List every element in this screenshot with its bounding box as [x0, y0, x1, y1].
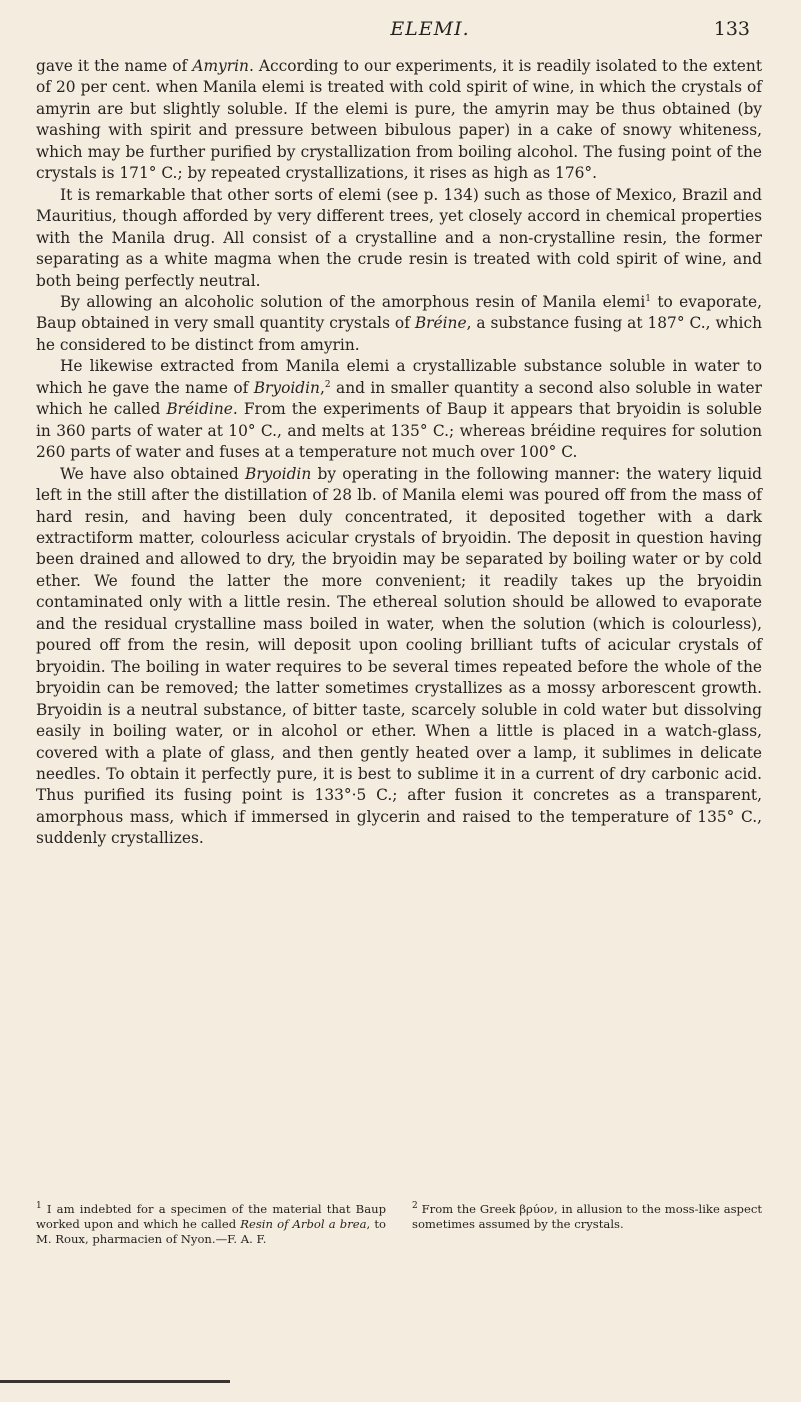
- italic-term: Resin of Arbol a brea: [240, 1217, 367, 1231]
- text-run: He likewise extracted from Manila elemi a crystallizable substance soluble in water to which he gave the name of: [36, 357, 762, 397]
- text-run: , to M. Roux, pharmacien of Nyon.—F. A. F.: [36, 1217, 386, 1246]
- italic-term: Bryoidin: [245, 464, 312, 483]
- text-run: , a substance fusing at 187° C., which he considered to be distinct from amyrin.: [36, 314, 762, 354]
- text-run: It is remarkable that other sorts of elemi (see p. 134) such as those of Mexico, Brazil and Mauritius, though afforded by very different trees, yet closely accord in chemical properties with the Manila drug. All consist of a crystalline and a non-crystalline resin, the former separating as a white magma when the crude resin is treated with cold spirit of wine, and both being perfectly neutral.: [36, 185, 762, 290]
- paragraph: [36, 356, 762, 463]
- text-run: ,: [319, 378, 325, 397]
- italic-term: Bréine: [414, 314, 467, 333]
- paragraph: [36, 56, 762, 185]
- page-number: 133: [713, 18, 750, 40]
- footnote-marker: 1: [645, 293, 651, 304]
- text-run: From the Greek βρύον, in allusion to the moss-like aspect sometimes assumed by the crystals.: [412, 1202, 762, 1231]
- text-run: I am indebted for a specimen of the material that Baup worked upon and which he called: [36, 1202, 386, 1231]
- text-run: by operating in the following manner: the watery liquid left in the still after the distillation of 28 lb. of Manila elemi was poured off from the mass of hard resin, and having been duly concentrated, it deposited together with a dark extractiform matter, colourless acicular crystals of bryoidin. The deposit in question having been drained and allowed to dry, the bryoidin may be separated by boiling water or by cold ether. We found the latter the more convenient; it readily takes up the bryoidin contaminated only with a little resin. The ethereal solution should be allowed to evaporate and the residual crystalline mass boiled in water, when the solution (which is colourless), poured off from the resin, will deposit upon cooling brilliant tufts of acicular crystals of bryoidin. The boiling in water requires to be several times repeated before the whole of the bryoidin can be removed; the latter sometimes crystallizes as a mossy arborescent growth. Bryoidin is a neutral substance, of bitter taste, scarcely soluble in cold water but dissolving easily in boiling water, or in alcohol or ether. When a little is placed in a watch-glass, covered with a plate of glass, and then gently heated over a lamp, it sublimes in delicate needles. To obtain it perfectly pure, it is best to sublime it in a current of dry carbonic acid. Thus purified its fusing point is 133°·5 C.; after fusion it concretes as a transparent, amorphous mass, which if immersed in glycerin and raised to the temperature of 135° C., suddenly crystallizes.: [36, 464, 762, 848]
- footnote: [412, 1202, 762, 1247]
- paragraph: [36, 185, 762, 292]
- running-head: [250, 18, 750, 46]
- body-text: [36, 56, 762, 850]
- italic-term: Bryoidin: [253, 378, 320, 397]
- italic-term: Amyrin: [192, 57, 249, 75]
- running-title: ELEMI.: [390, 18, 470, 40]
- text-run: to evaporate, Baup obtained in very small quantity crystals of: [36, 292, 762, 333]
- text-run: and in smaller quantity a second also soluble in water which he called: [36, 378, 762, 419]
- footnote-marker: 2: [412, 1201, 418, 1212]
- footnotes: [36, 1202, 762, 1247]
- italic-term: Bréidine: [166, 400, 233, 419]
- text-run: By allowing an alcoholic solution of the amorphous resin of Manila elemi: [60, 292, 646, 311]
- paragraph: [36, 464, 762, 850]
- footnote: [36, 1202, 386, 1247]
- text-run: We have also obtained: [60, 464, 246, 483]
- text-run: gave it the name of: [36, 57, 193, 75]
- text-run: . From the experiments of Baup it appears that bryoidin is soluble in 360 parts of water at 10° C., and melts at 135° C.; whereas bréidine requires for solution 260 parts of water and fuses at a temperature not much over 100° C.: [36, 400, 763, 462]
- footnote-marker: 2: [324, 379, 331, 390]
- text-run: . According to our experiments, it is readily isolated to the extent of 20 per cent. when Manila elemi is treated with cold spirit of wine, in which the crystals of amyrin are but slightly soluble. If the elemi is pure, the amyrin may be thus obtained (by washing with spirit and pressure between bibulous paper) in a cake of snowy whiteness, which may be further purified by crystallization from boiling alcohol. The fusing point of the crystals is 171° C.; by repeated crystallizations, it rises as high as 176°.: [36, 57, 763, 183]
- page-edge-rule: [0, 1380, 230, 1383]
- paragraph: [36, 292, 762, 356]
- footnote-marker: 1: [36, 1201, 42, 1212]
